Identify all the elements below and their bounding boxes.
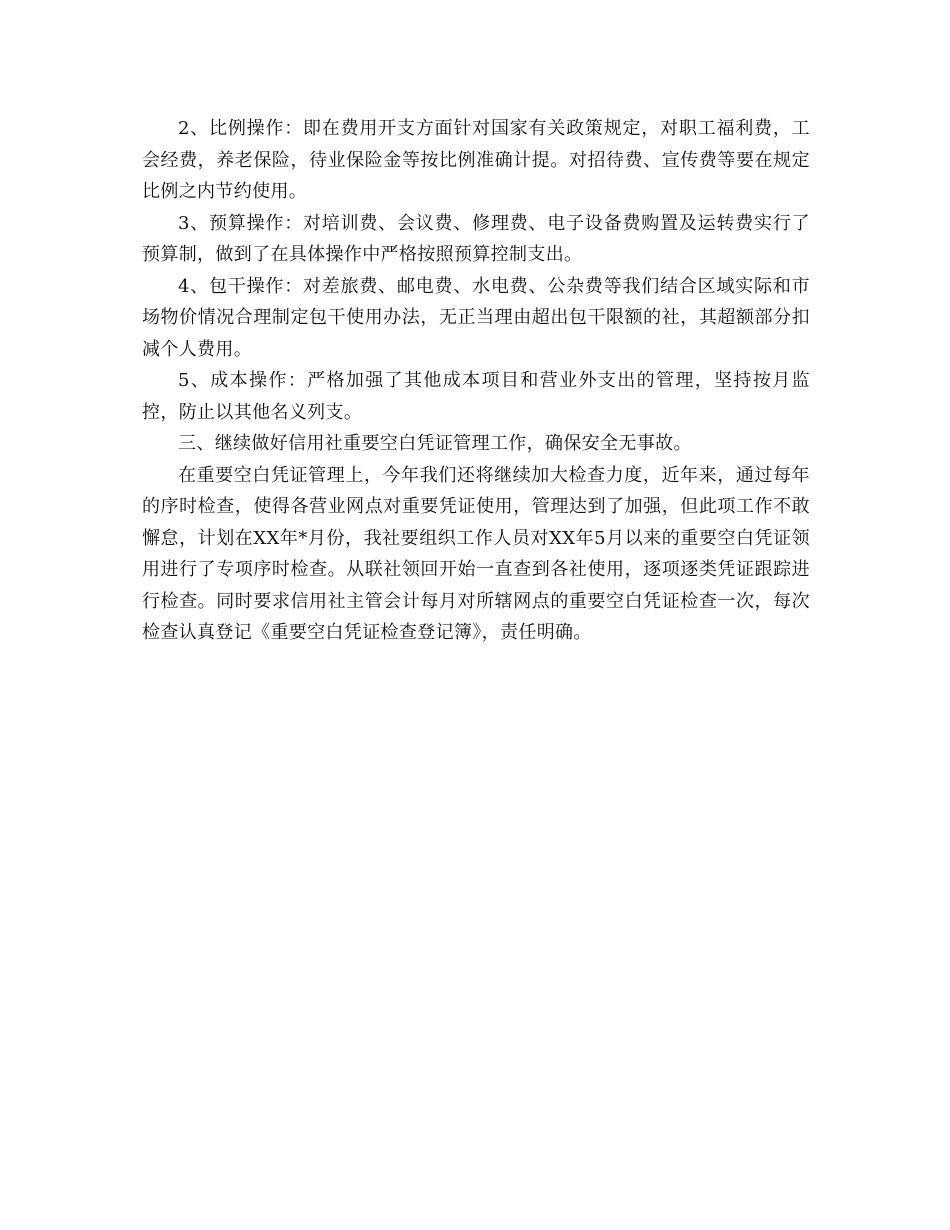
document-body xyxy=(142,113,810,649)
paragraph-ratio-operation: 2、比例操作：即在费用开支方面针对国家有关政策规定，对职工福利费，工会经费，养老保险，待业保险金等按比例准确计提。对招待费、宣传费等要在规定比例之内节约使用。 xyxy=(142,118,810,202)
paragraph-blank-voucher-management: 在重要空白凭证管理上，今年我们还将继续加大检查力度，近年来，通过每年的序时检查，使得各营业网点对重要凭证使用，管理达到了加强，但此项工作不敢懈怠，计划在XX年*月份，我社要组织工作人员对XX年5月以来的重要空白凭证领用进行了专项序时检查。从联社领回开始一直查到各社使用，逐项逐类凭证跟踪进行检查。同时要求信用社主管会计每月对所辖网点的重要空白凭证检查一次，每次检查认真登记《重要空白凭证检查登记簿》，责任明确。 xyxy=(142,464,810,643)
paragraph-lump-sum-operation: 4、包干操作：对差旅费、邮电费、水电费、公杂费等我们结合区域实际和市场物价情况合理制定包干使用办法，无正当理由超出包干限额的社，其超额部分扣减个人费用。 xyxy=(142,275,810,360)
paragraph-budget-operation: 3、预算操作：对培训费、会议费、修理费、电子设备费购置及运转费实行了预算制，做到了在具体操作中严格按照预算控制支出。 xyxy=(142,212,810,265)
section-heading-blank-voucher: 三、继续做好信用社重要空白凭证管理工作，确保安全无事故。 xyxy=(178,433,692,454)
paragraph-cost-operation: 5、成本操作：严格加强了其他成本项目和营业外支出的管理，坚持按月监控，防止以其他名义列支。 xyxy=(142,370,810,423)
